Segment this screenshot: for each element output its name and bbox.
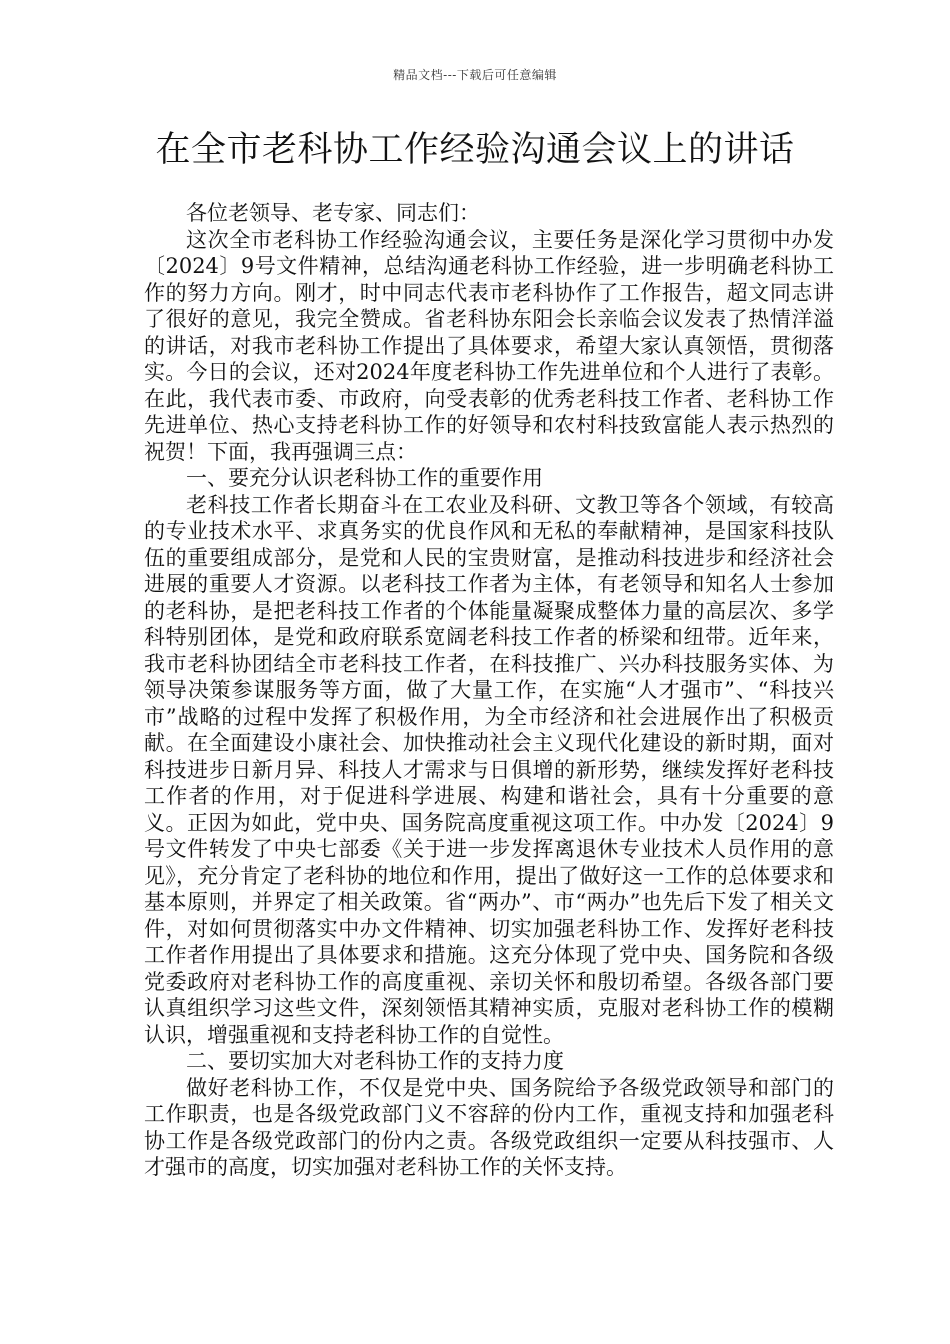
section-1-paragraph: 老科技工作者长期奋斗在工农业及科研、文教卫等各个领域，有较高的专业技术水平、求真务实的优良作风和无私的奉献精神，是国家科技队伍的重要组成部分，是党和人民的宝贵财富，是推动科技进步和经济社会进展的重要人才资源。以老科技工作者为主体，有老领导和知名人士参加的老科协，是把老科技工作者的个体能量凝聚成整体力量的高层次、多学科特别团体，是党和政府联系宽阔老科技工作者的桥梁和纽带。近年来，我市老科协团结全市老科技工作者，在科技推广、兴办科技服务实体、为领导决策参谋服务等方面，做了大量工作，在实施“人才强市”、“科技兴市”战略的过程中发挥了积极作用，为全市经济和社会进展作出了积极贡献。在全面建设小康社会、加快推动社会主义现代化建设的新时期，面对科技进步日新月异、科技人才需求与日俱增的新形势，继续发挥好老科技工作者的作用，对于促进科学进展、构建和谐社会，具有十分重要的意义。正因为如此，党中央、国务院高度重视这项工作。中办发〔2024〕9号文件转发了中央七部委《关于进一步发挥离退休专业技术人员作用的意见》，充分肯定了老科协的地位和作用，提出了做好这一工作的总体要求和基本原则，并界定了相关政策。省“两办”、市“两办”也先后下发了相关文件，对如何贯彻落实中办文件精神、切实加强老科协工作、发挥好老科技工作者作用提出了具体要求和措施。这充分体现了党中央、国务院和各级党委政府对老科协工作的高度重视、亲切关怀和殷切希望。各级各部门要认真组织学习这些文件，深刻领悟其精神实质，克服对老科协工作的模糊认识，增强重视和支持老科协工作的自觉性。 — [144, 492, 834, 1047]
intro-paragraph: 这次全市老科协工作经验沟通会议，主要任务是深化学习贯彻中办发〔2024〕9号文件精神，总结沟通老科协工作经验，进一步明确老科协工作的努力方向。刚才，时中同志代表市老科协作了工作报告，超文同志讲了很好的意见，我完全赞成。省老科协东阳会长亲临会议发表了热情洋溢的讲话，对我市老科协工作提出了具体要求，希望大家认真领悟，贯彻落实。今日的会议，还对2024年度老科协工作先进单位和个人进行了表彰。在此，我代表市委、市政府，向受表彰的优秀老科技工作者、老科协工作先进单位、热心支持老科协工作的好领导和农村科技致富能人表示热烈的祝贺！下面，我再强调三点： — [144, 227, 834, 464]
header-note: 精品文档---下载后可任意编辑 — [393, 68, 557, 82]
section-heading-1: 一、要充分认识老科协工作的重要作用 — [186, 466, 543, 490]
document-body — [144, 200, 834, 1181]
document-title: 在全市老科协工作经验沟通会议上的讲话 — [155, 130, 795, 170]
section-heading-2: 二、要切实加大对老科协工作的支持力度 — [186, 1049, 564, 1073]
section-2-paragraph: 做好老科协工作，不仅是党中央、国务院给予各级党政领导和部门的工作职责，也是各级党政部门义不容辞的份内工作，重视支持和加强老科协工作是各级党政部门的份内之责。各级党政组织一定要从科技强市、人才强市的高度，切实加强对老科协工作的关怀支持。 — [144, 1075, 834, 1179]
salutation-paragraph: 各位老领导、老专家、同志们： — [186, 201, 480, 225]
